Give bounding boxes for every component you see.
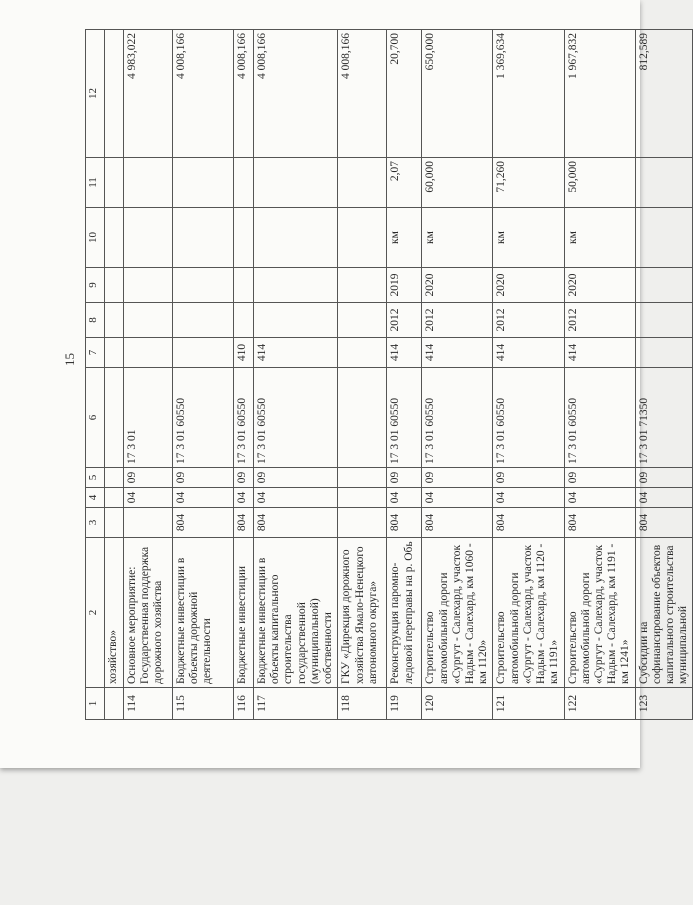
expense-type-code [338, 338, 387, 368]
start-year: 2012 [387, 303, 422, 338]
subsection-code: 09 [234, 468, 254, 488]
header-cell: 7 [86, 338, 105, 368]
item-name: Бюджетные инвестиции в объекты капитального строительства государственной (муниципальной) собственности [254, 538, 338, 688]
unit [124, 208, 173, 268]
amount: 4 008,166 [234, 30, 254, 158]
header-row [86, 30, 105, 720]
item-name: Реконструкция паромно-ледовой переправы на р. Обь [387, 538, 422, 688]
header-cell: 12 [86, 30, 105, 158]
row-number: 116 [234, 688, 254, 720]
row-number: 114 [124, 688, 173, 720]
item-name: ГКУ «Дирекция дорожного хозяйства Ямало-Ненецкого автономного округа» [338, 538, 387, 688]
header-cell: 2 [86, 538, 105, 688]
page-number: 15 [62, 353, 77, 366]
header-cell: 4 [86, 488, 105, 508]
item-name: Строительство автомобильной дороги «Сургут - Салехард, участок Надым - Салехард, км 1060 - км 1120» [422, 538, 493, 688]
header-cell: 11 [86, 158, 105, 208]
amount: 4 008,166 [338, 30, 387, 158]
amount: 20,700 [387, 30, 422, 158]
amount: 4 983,022 [124, 30, 173, 158]
start-year [635, 303, 693, 338]
target-item-code: 17 3 01 60550 [173, 368, 234, 468]
end-year [635, 268, 693, 303]
section-code: 04 [493, 488, 564, 508]
capacity [234, 158, 254, 208]
amount: 1 369,634 [493, 30, 564, 158]
table-row [254, 30, 338, 720]
section-code: 04 [173, 488, 234, 508]
capacity: 60,000 [422, 158, 493, 208]
row-number: 120 [422, 688, 493, 720]
capacity: 2,07 [387, 158, 422, 208]
section-code: 04 [564, 488, 635, 508]
expense-type-code: 410 [234, 338, 254, 368]
target-item-code: 17 3 01 60550 [254, 368, 338, 468]
header-cell: 10 [86, 208, 105, 268]
target-item-code: 17 3 01 60550 [234, 368, 254, 468]
table-row [564, 30, 635, 720]
section-code: 04 [234, 488, 254, 508]
table-row [173, 30, 234, 720]
header-cell: 3 [86, 508, 105, 538]
capacity: 50,000 [564, 158, 635, 208]
subsection-code: 09 [564, 468, 635, 488]
unit [254, 208, 338, 268]
grbs-code: 804 [234, 508, 254, 538]
unit: км [564, 208, 635, 268]
header-cell: 9 [86, 268, 105, 303]
item-name: Субсидии на софинансирование объектов капитального строительства муниципальной [635, 538, 693, 688]
start-year [254, 303, 338, 338]
subsection-code: 09 [254, 468, 338, 488]
target-item-code: 17 3 01 60550 [564, 368, 635, 468]
subsection-code: 09 [387, 468, 422, 488]
amount: 812,589 [635, 30, 693, 158]
row-number: 122 [564, 688, 635, 720]
amount: 4 008,166 [254, 30, 338, 158]
grbs-code: 804 [635, 508, 693, 538]
item-name: Основное мероприятие: Государственная поддержка дорожного хозяйства [124, 538, 173, 688]
row-number: 117 [254, 688, 338, 720]
end-year: 2020 [422, 268, 493, 303]
expense-type-code: 414 [387, 338, 422, 368]
end-year [338, 268, 387, 303]
section-code: 04 [254, 488, 338, 508]
table-row [635, 30, 693, 720]
grbs-code: 804 [564, 508, 635, 538]
start-year: 2012 [422, 303, 493, 338]
section-code: 04 [387, 488, 422, 508]
row-number: 123 [635, 688, 693, 720]
grbs-code: 804 [173, 508, 234, 538]
header-cell: 8 [86, 303, 105, 338]
unit [173, 208, 234, 268]
expense-type-code: 414 [493, 338, 564, 368]
unit [635, 208, 693, 268]
header-cell: 1 [86, 688, 105, 720]
start-year: 2012 [493, 303, 564, 338]
grbs-code [124, 508, 173, 538]
capacity [635, 158, 693, 208]
amount: 1 967,832 [564, 30, 635, 158]
capacity [173, 158, 234, 208]
table-row [387, 30, 422, 720]
subsection-code: 09 [422, 468, 493, 488]
target-item-code: 17 3 01 [124, 368, 173, 468]
end-year [124, 268, 173, 303]
budget-table [85, 29, 693, 720]
end-year: 2020 [493, 268, 564, 303]
expense-type-code: 414 [422, 338, 493, 368]
capacity [338, 158, 387, 208]
continuation-text: хозяйство» [105, 538, 124, 688]
grbs-code [338, 508, 387, 538]
table-row [493, 30, 564, 720]
expense-type-code: 414 [254, 338, 338, 368]
item-name: Бюджетные инвестиции [234, 538, 254, 688]
capacity: 71,260 [493, 158, 564, 208]
target-item-code [338, 368, 387, 468]
expense-type-code: 414 [564, 338, 635, 368]
item-name: Строительство автомобильной дороги «Сургут - Салехард, участок Надым - Салехард, км 1191 - км 1241» [564, 538, 635, 688]
start-year [338, 303, 387, 338]
expense-type-code [173, 338, 234, 368]
item-name: Бюджетные инвестиции в объекты дорожной деятельности [173, 538, 234, 688]
target-item-code: 17 3 01 60550 [422, 368, 493, 468]
table-row [124, 30, 173, 720]
start-year [234, 303, 254, 338]
row-number: 115 [173, 688, 234, 720]
end-year: 2020 [564, 268, 635, 303]
unit: км [387, 208, 422, 268]
subsection-code: 09 [173, 468, 234, 488]
row-number: 119 [387, 688, 422, 720]
unit: км [493, 208, 564, 268]
start-year [124, 303, 173, 338]
target-item-code: 17 3 01 60550 [493, 368, 564, 468]
subsection-code [338, 468, 387, 488]
start-year: 2012 [564, 303, 635, 338]
target-item-code: 17 3 01 60550 [387, 368, 422, 468]
end-year [173, 268, 234, 303]
table-row [234, 30, 254, 720]
row-number: 121 [493, 688, 564, 720]
start-year [173, 303, 234, 338]
row-number: 118 [338, 688, 387, 720]
table-row [338, 30, 387, 720]
subsection-code: 09 [124, 468, 173, 488]
continuation-row [105, 30, 124, 720]
grbs-code: 804 [254, 508, 338, 538]
capacity [124, 158, 173, 208]
subsection-code: 09 [493, 468, 564, 488]
grbs-code: 804 [387, 508, 422, 538]
header-cell: 5 [86, 468, 105, 488]
header-cell: 6 [86, 368, 105, 468]
item-name: Строительство автомобильной дороги «Сургут - Салехард, участок Надым - Салехард, км 1120 - км 1191» [493, 538, 564, 688]
grbs-code: 804 [493, 508, 564, 538]
table-row [422, 30, 493, 720]
end-year: 2019 [387, 268, 422, 303]
rotated-table-container [85, 30, 690, 720]
unit [234, 208, 254, 268]
end-year [234, 268, 254, 303]
section-code: 04 [635, 488, 693, 508]
unit: км [422, 208, 493, 268]
expense-type-code [124, 338, 173, 368]
capacity [254, 158, 338, 208]
unit [338, 208, 387, 268]
amount: 4 008,166 [173, 30, 234, 158]
section-code: 04 [124, 488, 173, 508]
grbs-code: 804 [422, 508, 493, 538]
section-code [338, 488, 387, 508]
end-year [254, 268, 338, 303]
section-code: 04 [422, 488, 493, 508]
amount: 650,000 [422, 30, 493, 158]
subsection-code: 09 [635, 468, 693, 488]
target-item-code: 17 3 01 71350 [635, 368, 693, 468]
expense-type-code [635, 338, 693, 368]
